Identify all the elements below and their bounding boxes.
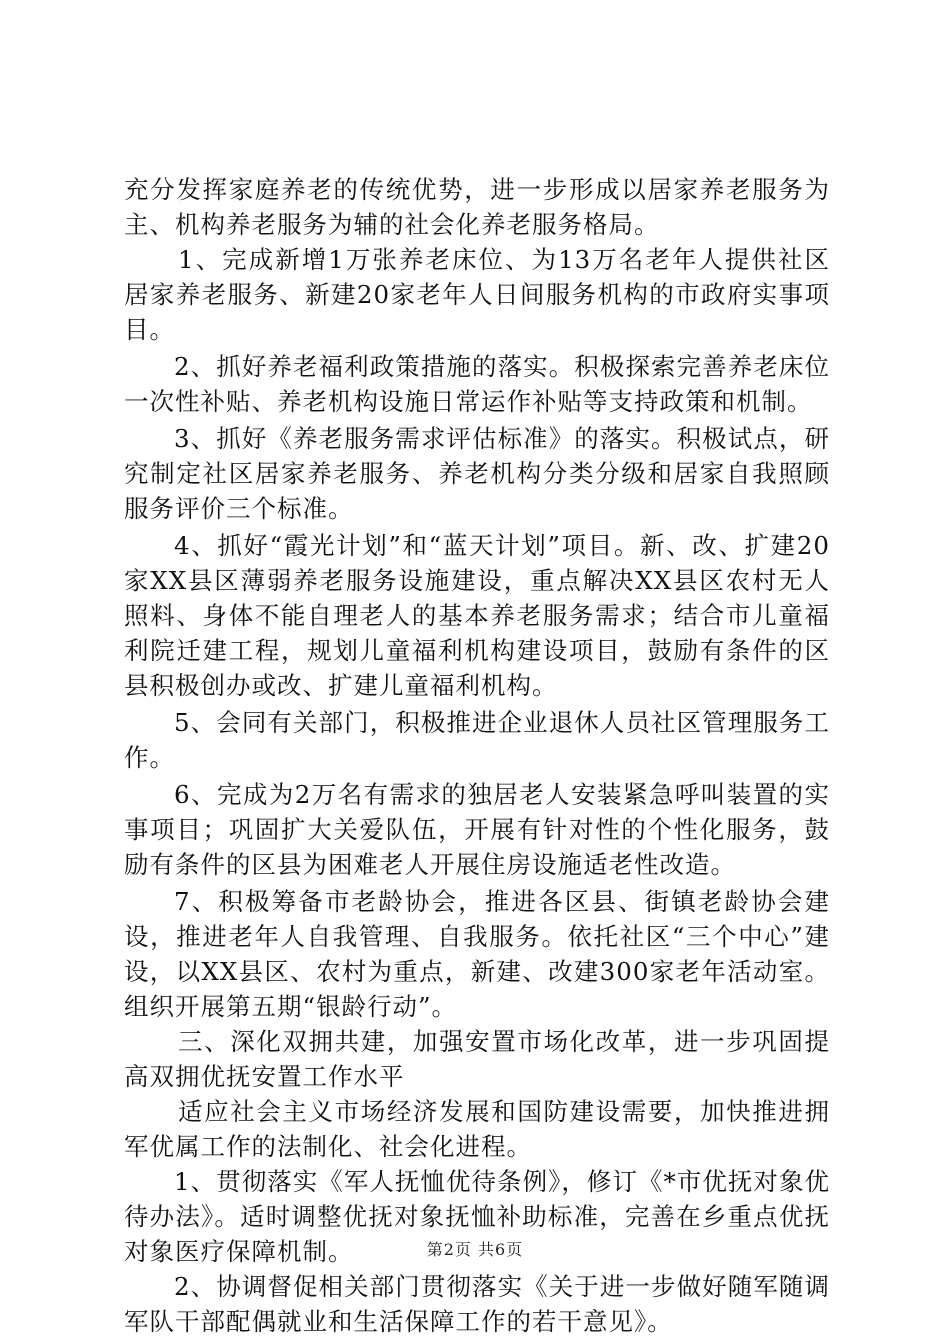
paragraph-item-1: 1、完成新增1万张养老床位、为13万名老年人提供社区居家养老服务、新建20家老年人日间服务机构的市政府实事项目。 (124, 245, 830, 344)
paragraph-sub-item-1: 1、贯彻落实《军人抚恤优待条例》，修订《*市优抚对象优待办法》。适时调整优抚对象抚恤补助标准，完善在乡重点优抚对象医疗保障机制。 (124, 1167, 830, 1266)
paragraph-continuation: 充分发挥家庭养老的传统优势，进一步形成以居家养老服务为主、机构养老服务为辅的社会化养老服务格局。 (124, 175, 830, 239)
paragraph-item-5: 5、会同有关部门，积极推进企业退休人员社区管理服务工作。 (124, 708, 830, 772)
paragraph-sub-item-2: 2、协调督促相关部门贯彻落实《关于进一步做好随军随调军队干部配偶就业和生活保障工作的若干意见》。 (124, 1272, 830, 1336)
document-body (124, 172, 830, 1339)
page-footer: 第2页 共6页 (426, 1240, 524, 1259)
paragraph-item-3: 3、抓好《养老服务需求评估标准》的落实。积极试点，研究制定社区居家养老服务、养老机构分类分级和居家自我照顾服务评价三个标准。 (124, 424, 830, 523)
paragraph-item-6: 6、完成为2万名有需求的独居老人安装紧急呼叫装置的实事项目；巩固扩大关爱队伍，开展有针对性的个性化服务，鼓励有条件的区县为困难老人开展住房设施适老性改造。 (124, 780, 830, 879)
paragraph-item-4: 4、抓好“霞光计划”和“蓝天计划”项目。新、改、扩建20家XX县区薄弱养老服务设施建设，重点解决XX县区农村无人照料、身体不能自理老人的基本养老服务需求；结合市儿童福利院迁建工程，规划儿童福利机构建设项目，鼓励有条件的区县积极创办或改、扩建儿童福利机构。 (124, 531, 830, 700)
paragraph-section-intro: 适应社会主义市场经济发展和国防建设需要，加快推进拥军优属工作的法制化、社会化进程。 (124, 1097, 830, 1161)
paragraph-item-7: 7、积极筹备市老龄协会，推进各区县、街镇老龄协会建设，推进老年人自我管理、自我服务。依托社区“三个中心”建设，以XX县区、农村为重点，新建、改建300家老年活动室。组织开展第五期“银龄行动”。 (124, 887, 830, 1021)
section-heading-3: 三、深化双拥共建，加强安置市场化改革，进一步巩固提高双拥优抚安置工作水平 (124, 1027, 830, 1091)
paragraph-item-2: 2、抓好养老福利政策措施的落实。积极探索完善养老床位一次性补贴、养老机构设施日常运作补贴等支持政策和机制。 (124, 352, 830, 416)
